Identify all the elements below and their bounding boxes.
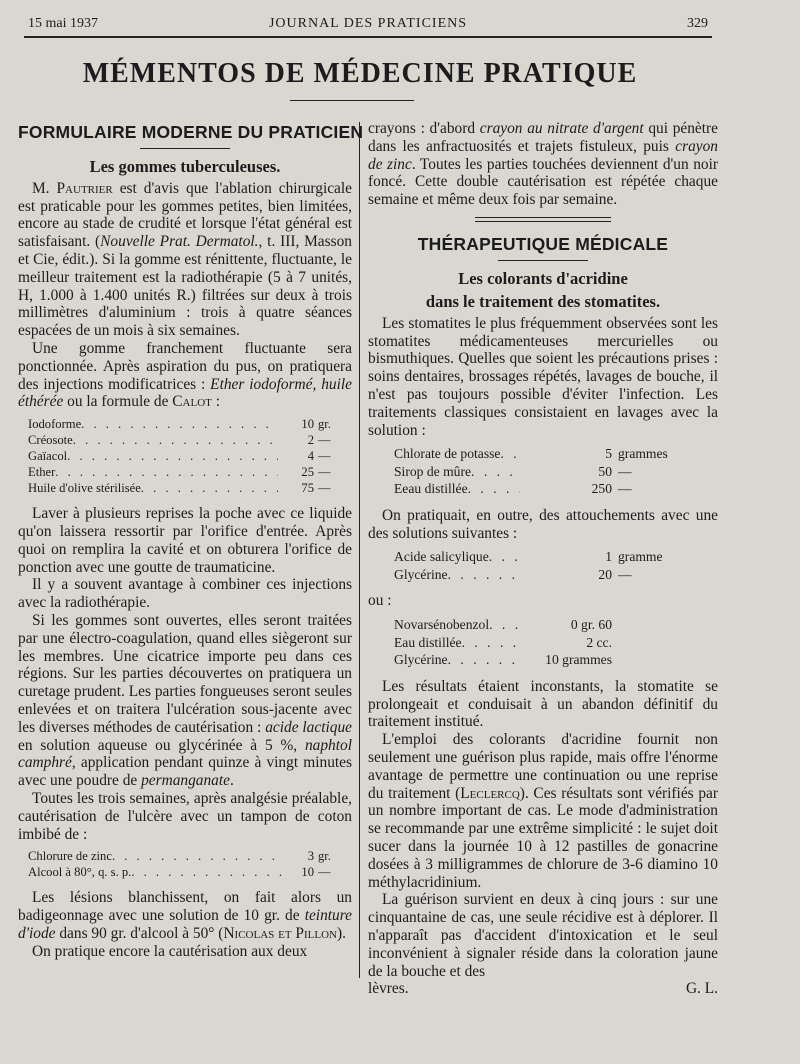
section-rule: [140, 148, 230, 149]
formula-row: Chlorate de potasse . . . 5 grammes: [394, 445, 694, 463]
formula-row: Ether . . . 25 —: [28, 464, 352, 480]
formula-row: Chlorure de zinc . . . 3 gr.: [28, 848, 352, 864]
closing-line: [368, 980, 718, 998]
paragraph: Si les gommes sont ouvertes, elles seront traitées par une électro-coagulation, quand elles siègeront sur les membres. Une cicatrice importe peu dans ces régions. Sur les parties découvertes on pratiquera un curetage prudent. Les parties fongueuses seront seules enlevées et on traitera l'ulcération sous-jacente avec les diverses méthodes de cautérisation : acide lactique en solution aqueuse ou glycérinée à 5 %, naphtol camphré, application pendant quinze à vingt minutes avec une poudre de permanganate.: [18, 611, 352, 790]
column-divider: [359, 122, 360, 978]
double-rule: [475, 217, 611, 222]
paragraph: Toutes les trois semaines, après analgésie préalable, cautérisation de l'ulcère avec un tampon de coton imbibé de :: [18, 789, 352, 843]
paragraph: Il y a souvent avantage à combiner ces injections avec la radiothérapie.: [18, 576, 352, 612]
section-rule: [498, 260, 588, 261]
closing-word: lèvres.: [368, 980, 409, 998]
formula-row: Huile d'olive stérilisée . . . 75 —: [28, 480, 352, 496]
author-name: Leclercq: [460, 784, 520, 802]
formula-chlorure-zinc: [28, 848, 352, 880]
section-title-therapeutique: THÉRAPEUTIQUE MÉDICALE: [417, 233, 669, 254]
paragraph: On pratique encore la cautérisation aux deux: [32, 942, 308, 960]
header-date: 15 mai 1937: [28, 16, 98, 31]
formula-row: Eeau distillée . . . 250 —: [394, 480, 694, 498]
running-header: [28, 14, 708, 36]
formula-row: Glycérine . . . 10 grammes: [394, 651, 694, 669]
formula-row: Iodoforme . . . 10 gr.: [28, 416, 352, 432]
ou-label: ou :: [368, 592, 392, 610]
paragraph: L'emploi des colorants d'acridine fournit non seulement une guérison plus rapide, mais offre l'énorme avantage de permettre une continuation ou une reprise du traitement (Leclercq). Ces résultats sont vérifiés par un nombre important de cas. Le mode d'administration se recommande par une extrême simplicité : le sujet doit sucer dans la journée 10 à 12 pastilles de gonacrine dosées à 3 milligrammes de chlorure de 3-6 diamino 10 méthylacridinium.: [368, 731, 718, 891]
formula-row: Sirop de mûre . . . 50 —: [394, 463, 694, 481]
author-name: Calot: [172, 393, 212, 411]
formula-acide-salicylique: [394, 548, 694, 583]
reference: Nouvelle Prat. Dermatol.: [100, 233, 259, 251]
formula-row: Eau distillée . . . 2 cc.: [394, 634, 694, 652]
formula-chlorate: [394, 445, 694, 498]
paragraph: La guérison survient en deux à cinq jours : sur une cinquantaine de cas, une seule récidive est à déplorer. Il n'apparaît pas d'accident d'intoxication et le seul inconvénient à signaler réside dans la coloration jaune de la bouche et des: [368, 891, 718, 980]
paragraph: Les stomatites le plus fréquemment observées sont les stomatites médicamenteuses mercurielles ou bismuthiques. Quelles que soient les précautions prises : soins dentaires, brossages répétés, lavages de bouche, il n'est pas toujours possible d'éviter l'infection. Les traitements classiques consistaient en lavages avec la solution :: [368, 314, 718, 439]
header-rule: [24, 36, 712, 38]
title-rule: [290, 100, 414, 101]
formula-calot: [28, 416, 352, 496]
right-column: [368, 120, 718, 998]
paragraph: Les résultats étaient inconstants, la stomatite se prolongeait et conduisait à un abandon définitif du traitement institué.: [368, 677, 718, 731]
left-column: [18, 120, 364, 960]
header-page-number: 329: [687, 16, 708, 31]
article-title-line-1: Les colorants d'acridine: [458, 268, 628, 288]
formula-novarsenobenzol: [394, 616, 694, 669]
paragraph: Laver à plusieurs reprises la poche avec ce liquide qu'on laissera ressortir par l'orifice d'entrée. Après quoi on remplira la cavité et on obturera l'orifice de ponction avec une goutte de traumaticine.: [18, 505, 352, 576]
formula-row: Créosote . . . 2 —: [28, 432, 352, 448]
article-title-line-2: dans le traitement des stomatites.: [425, 291, 661, 311]
author-name: Pautrier: [56, 179, 113, 197]
page-title: MÉMENTOS DE MÉDECINE PRATIQUE: [82, 58, 638, 89]
paragraph: Les lésions blanchissent, on fait alors un badigeonnage avec une solution de 10 gr. de teinture d'iode dans 90 gr. d'alcool à 50° (Nicolas et Pillon).: [18, 889, 352, 942]
signature: G. L.: [685, 980, 718, 998]
formula-row: Novarsénobenzol . . . 0 gr. 60: [394, 616, 694, 634]
paragraph: On pratiquait, en outre, des attouchements avec une des solutions suivantes :: [368, 506, 718, 542]
author-name: Nicolas et Pillon: [223, 924, 337, 942]
paragraph: crayons : d'abord crayon au nitrate d'argent qui pénètre dans les anfractuosités et trajets fistuleux, puis crayon de zinc. Toutes les parties touchées deviennent d'un noir foncé. Cette double cautérisation est répétée chaque semaine et même deux fois par semaine.: [368, 120, 718, 209]
formula-row: Gaïacol . . . 4 —: [28, 448, 352, 464]
formula-row: Alcool à 80°, q. s. p. . . . 10 —: [28, 864, 352, 880]
header-journal-title: JOURNAL DES PRATICIENS: [268, 16, 468, 31]
section-title-formulaire: FORMULAIRE MODERNE DU PRATICIEN: [18, 122, 364, 142]
article-title-gommes: Les gommes tuberculeuses.: [89, 156, 281, 176]
formula-row: Glycérine . . . 20 —: [394, 566, 694, 584]
formula-row: Acide salicylique . . . 1 gramme: [394, 548, 694, 566]
paragraph: M. Pautrier est d'avis que l'ablation chirurgicale est praticable pour les gommes petites, bien limitées, encore au stade de crudité et lorsque l'état général est satisfaisant. (Nouvelle Prat. Dermatol., t. III, Masson et Cie, édit.). Si la gomme est rénittente, fluctuante, le meilleur traitement est la radiothérapie (5 à 7 unités, H, 1.000 à 1.400 unités R.) filtrées sur deux à trois millimètres d'aluminium : trois à quatre séances espacées de un mois à six semaines.: [18, 179, 353, 340]
paragraph: Une gomme franchement fluctuante sera ponctionnée. Après aspiration du pus, on pratiquera des injections modificatrices : Ether iodoformé, huile éthérée ou la formule de Calot :: [18, 339, 353, 411]
